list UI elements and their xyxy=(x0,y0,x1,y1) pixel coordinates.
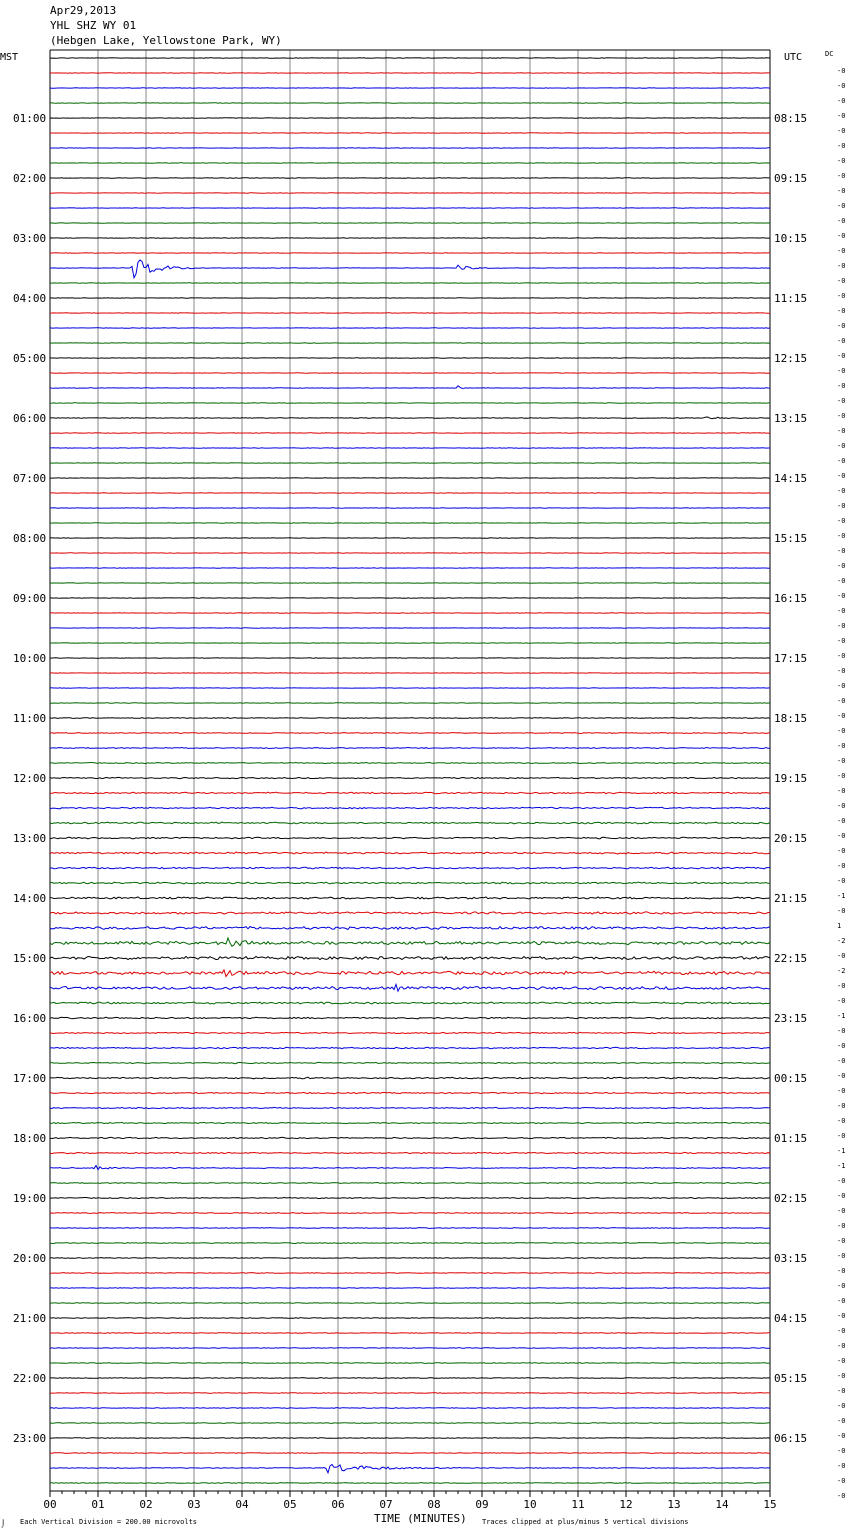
dc-offset-label: -0 xyxy=(837,1297,846,1305)
dc-offset-label: -0 xyxy=(837,1237,846,1245)
utc-label: UTC xyxy=(784,52,803,63)
dc-offset-label: -0 xyxy=(837,982,846,990)
dc-offset-label: 1 xyxy=(837,922,842,930)
x-axis-title: TIME (MINUTES) xyxy=(374,1512,467,1525)
trace-row xyxy=(50,970,770,977)
trace-row xyxy=(50,1393,770,1394)
mst-hour-label: 19:00 xyxy=(13,1192,47,1205)
dc-offset-label: -2 xyxy=(837,937,846,945)
dc-offset-label: -0 xyxy=(837,82,846,90)
dc-offset-label: -0 xyxy=(837,592,846,600)
dc-offset-label: -0 xyxy=(837,382,846,390)
mst-hour-label: 14:00 xyxy=(13,892,47,905)
dc-offset-label: -0 xyxy=(837,337,846,345)
corner-mark: ⌡ xyxy=(1,1520,6,1528)
dc-offset-label: -0 xyxy=(837,1417,846,1425)
dc-offset-label: -0 xyxy=(837,307,846,315)
dc-offset-label: -0 xyxy=(837,1447,846,1455)
dc-offset-label: -0 xyxy=(837,802,846,810)
trace-row xyxy=(50,897,770,899)
dc-offset-label: -1 xyxy=(837,1012,846,1020)
mst-hour-label: 02:00 xyxy=(13,172,47,185)
trace-row xyxy=(50,733,770,734)
header-station: YHL SHZ WY 01 xyxy=(50,19,137,32)
scale-note: Each Vertical Division = 200.00 microvolts xyxy=(20,1518,198,1526)
trace-row xyxy=(50,1288,770,1289)
mst-hour-label: 21:00 xyxy=(13,1312,47,1325)
dc-offset-label: -0 xyxy=(837,487,846,495)
dc-offset-label: -0 xyxy=(837,247,846,255)
dc-offset-label: -0 xyxy=(837,1282,846,1290)
mst-hour-label: 13:00 xyxy=(13,832,47,845)
dc-offset-label: -0 xyxy=(837,142,846,150)
trace-row xyxy=(50,1408,770,1409)
trace-row xyxy=(50,882,770,884)
x-tick-label: 06 xyxy=(331,1498,345,1511)
dc-offset-label: -0 xyxy=(837,502,846,510)
trace-row xyxy=(50,1453,770,1454)
dc-offset-label: -0 xyxy=(837,607,846,615)
trace-row xyxy=(50,984,770,991)
trace-row xyxy=(50,867,770,869)
dc-offset-label: -0 xyxy=(837,682,846,690)
dc-offset-label: -0 xyxy=(837,847,846,855)
x-tick-label: 07 xyxy=(379,1498,393,1511)
trace-row xyxy=(50,956,770,959)
dc-offset-label: -0 xyxy=(837,97,846,105)
utc-hour-label: 02:15 xyxy=(774,1192,808,1205)
utc-hour-label: 12:15 xyxy=(774,352,808,365)
trace-row xyxy=(50,792,770,794)
dc-offset-label: -0 xyxy=(837,157,846,165)
trace-row xyxy=(50,1183,770,1184)
mst-hour-label: 08:00 xyxy=(13,532,47,545)
utc-hour-label: 08:15 xyxy=(774,112,808,125)
mst-hour-label: 11:00 xyxy=(13,712,47,725)
trace-row xyxy=(50,1228,770,1229)
trace-row xyxy=(50,1378,770,1379)
dc-offset-label: -0 xyxy=(837,787,846,795)
trace-row xyxy=(50,417,770,419)
dc-offset-label: -0 xyxy=(837,577,846,585)
utc-hour-label: 01:15 xyxy=(774,1132,808,1145)
trace-row xyxy=(50,1166,770,1170)
dc-offset-label: -0 xyxy=(837,277,846,285)
dc-offset-label: -0 xyxy=(837,217,846,225)
trace-row xyxy=(50,1062,770,1063)
x-tick-label: 09 xyxy=(475,1498,489,1511)
dc-offset-labels xyxy=(837,67,845,1500)
trace-row xyxy=(50,807,770,809)
trace-row xyxy=(50,1017,770,1019)
utc-hour-label: 17:15 xyxy=(774,652,808,665)
dc-offset-label: -0 xyxy=(837,817,846,825)
dc-offset-label: -0 xyxy=(837,727,846,735)
trace-row xyxy=(50,703,770,704)
trace-row xyxy=(50,777,770,778)
utc-hour-label: 22:15 xyxy=(774,952,808,965)
dc-offset-label: -1 xyxy=(837,892,846,900)
trace-row xyxy=(50,748,770,749)
trace-row xyxy=(50,1243,770,1244)
dc-offset-label: -0 xyxy=(837,1477,846,1485)
clip-note: Traces clipped at plus/minus 5 vertical divisions xyxy=(482,1518,689,1526)
mst-hour-label: 17:00 xyxy=(13,1072,47,1085)
dc-offset-label: -0 xyxy=(837,652,846,660)
mst-hour-label: 06:00 xyxy=(13,412,47,425)
mst-hour-label: 12:00 xyxy=(13,772,47,785)
dc-offset-label: -0 xyxy=(837,742,846,750)
dc-offset-label: -0 xyxy=(837,877,846,885)
dc-offset-label: -0 xyxy=(837,1342,846,1350)
dc-offset-label: -0 xyxy=(837,172,846,180)
mst-hour-label: 18:00 xyxy=(13,1132,47,1145)
trace-row xyxy=(50,1047,770,1048)
mst-hour-label: 03:00 xyxy=(13,232,47,245)
mst-label: MST xyxy=(0,52,19,63)
mst-hour-label: 16:00 xyxy=(13,1012,47,1025)
utc-hour-label: 14:15 xyxy=(774,472,808,485)
utc-hour-label: 11:15 xyxy=(774,292,808,305)
trace-row xyxy=(50,1032,770,1033)
dc-offset-label: -0 xyxy=(837,1252,846,1260)
dc-offset-label: -0 xyxy=(837,1117,846,1125)
dc-offset-label: -0 xyxy=(837,997,846,1005)
dc-offset-label: -0 xyxy=(837,397,846,405)
dc-offset-label: -0 xyxy=(837,1267,846,1275)
dc-offset-label: -0 xyxy=(837,1432,846,1440)
dc-offset-label: -1 xyxy=(837,1162,846,1170)
dc-offset-label: -0 xyxy=(837,352,846,360)
dc-offset-label: -0 xyxy=(837,952,846,960)
dc-offset-label: -0 xyxy=(837,1372,846,1380)
mst-hour-label: 22:00 xyxy=(13,1372,47,1385)
dc-offset-label: -0 xyxy=(837,562,846,570)
dc-offset-label: -0 xyxy=(837,1087,846,1095)
trace-row xyxy=(50,927,770,930)
trace-row xyxy=(50,1107,770,1108)
dc-offset-label: -0 xyxy=(837,67,846,75)
trace-row xyxy=(50,837,770,839)
x-tick-label: 14 xyxy=(715,1498,729,1511)
dc-offset-label: -0 xyxy=(837,322,846,330)
dc-offset-label: -1 xyxy=(837,1147,846,1155)
trace-row xyxy=(50,718,770,719)
utc-hour-label: 21:15 xyxy=(774,892,808,905)
trace-row xyxy=(50,1137,770,1138)
dc-offset-label: -0 xyxy=(837,112,846,120)
dc-offset-label: -0 xyxy=(837,1192,846,1200)
dc-offset-label: -0 xyxy=(837,1042,846,1050)
dc-offset-label: -0 xyxy=(837,697,846,705)
utc-hour-label: 13:15 xyxy=(774,412,808,425)
mst-hour-label: 04:00 xyxy=(13,292,47,305)
trace-row xyxy=(50,1483,770,1484)
x-axis xyxy=(43,1491,776,1511)
dc-offset-label: -0 xyxy=(837,1072,846,1080)
dc-offset-label: -0 xyxy=(837,1312,846,1320)
dc-offset-label: -0 xyxy=(837,1207,846,1215)
trace-row xyxy=(50,1438,770,1439)
dc-offset-label: -0 xyxy=(837,442,846,450)
dc-offset-label: -0 xyxy=(837,772,846,780)
header-date: Apr29,2013 xyxy=(50,4,117,17)
utc-hour-label: 04:15 xyxy=(774,1312,808,1325)
dc-offset-label: -0 xyxy=(837,712,846,720)
trace-row xyxy=(50,1465,770,1473)
seismic-traces xyxy=(50,58,770,1484)
utc-hour-label: 20:15 xyxy=(774,832,808,845)
dc-offset-label: -0 xyxy=(837,1492,846,1500)
mst-hour-label: 20:00 xyxy=(13,1252,47,1265)
trace-row xyxy=(50,1303,770,1304)
dc-offset-label: -0 xyxy=(837,427,846,435)
x-tick-label: 02 xyxy=(139,1498,153,1511)
dc-offset-label: -0 xyxy=(837,1102,846,1110)
trace-row xyxy=(50,1152,770,1153)
trace-row xyxy=(50,386,770,389)
dc-offset-label: -0 xyxy=(837,202,846,210)
mst-hour-label: 10:00 xyxy=(13,652,47,665)
dc-offset-label: -0 xyxy=(837,472,846,480)
dc-offset-label: -0 xyxy=(837,1357,846,1365)
x-tick-label: 01 xyxy=(91,1498,105,1511)
dc-offset-label: -0 xyxy=(837,1462,846,1470)
trace-row xyxy=(50,448,770,449)
utc-hour-label: 03:15 xyxy=(774,1252,808,1265)
trace-row xyxy=(50,253,770,254)
trace-row xyxy=(50,1363,770,1364)
utc-hour-label: 05:15 xyxy=(774,1372,808,1385)
trace-row xyxy=(50,238,770,239)
dc-offset-label: -0 xyxy=(837,1027,846,1035)
trace-row xyxy=(50,1122,770,1123)
dc-offset-label: -0 xyxy=(837,637,846,645)
dc-offset-label: -0 xyxy=(837,517,846,525)
dc-offset-label: -0 xyxy=(837,622,846,630)
trace-row xyxy=(50,58,770,59)
dc-offset-label: -0 xyxy=(837,412,846,420)
dc-offset-label: -0 xyxy=(837,757,846,765)
dc-offset-label: -0 xyxy=(837,1387,846,1395)
utc-hour-label: 15:15 xyxy=(774,532,808,545)
utc-hour-label: 23:15 xyxy=(774,1012,808,1025)
trace-row xyxy=(50,763,770,764)
x-tick-label: 15 xyxy=(763,1498,777,1511)
dc-offset-label: -0 xyxy=(837,232,846,240)
trace-row xyxy=(50,1198,770,1199)
dc-offset-label: -0 xyxy=(837,1327,846,1335)
mst-hour-labels xyxy=(13,112,46,1445)
mst-hour-label: 23:00 xyxy=(13,1432,47,1445)
dc-offset-label: -0 xyxy=(837,1132,846,1140)
dc-offset-label: -0 xyxy=(837,832,846,840)
trace-row xyxy=(50,1318,770,1319)
trace-row xyxy=(50,1213,770,1214)
mst-hour-label: 05:00 xyxy=(13,352,47,365)
trace-row xyxy=(50,912,770,914)
dc-offset-label: -0 xyxy=(837,262,846,270)
trace-row xyxy=(50,433,770,434)
utc-hour-label: 09:15 xyxy=(774,172,808,185)
trace-row xyxy=(50,852,770,854)
dc-offset-label: -0 xyxy=(837,1057,846,1065)
trace-row xyxy=(50,358,770,359)
trace-row xyxy=(50,1348,770,1349)
dc-label: DC xyxy=(825,50,834,58)
trace-row xyxy=(50,1077,770,1079)
utc-hour-label: 18:15 xyxy=(774,712,808,725)
trace-row xyxy=(50,1258,770,1259)
trace-row xyxy=(50,1092,770,1093)
trace-row xyxy=(50,1423,770,1424)
dc-offset-label: -0 xyxy=(837,907,846,915)
x-tick-label: 10 xyxy=(523,1498,537,1511)
mst-hour-label: 09:00 xyxy=(13,592,47,605)
x-tick-label: 00 xyxy=(43,1498,57,1511)
utc-hour-label: 00:15 xyxy=(774,1072,808,1085)
x-tick-label: 03 xyxy=(187,1498,201,1511)
utc-hour-labels xyxy=(774,112,807,1445)
x-tick-label: 13 xyxy=(667,1498,681,1511)
mst-hour-label: 15:00 xyxy=(13,952,47,965)
trace-row xyxy=(50,178,770,179)
dc-offset-label: -0 xyxy=(837,127,846,135)
mst-hour-label: 01:00 xyxy=(13,112,47,125)
dc-offset-label: -0 xyxy=(837,532,846,540)
trace-row xyxy=(50,822,770,824)
x-tick-label: 11 xyxy=(571,1498,585,1511)
trace-row xyxy=(50,1273,770,1274)
utc-hour-label: 16:15 xyxy=(774,592,808,605)
utc-hour-label: 19:15 xyxy=(774,772,808,785)
x-tick-label: 04 xyxy=(235,1498,249,1511)
dc-offset-label: -0 xyxy=(837,367,846,375)
header-location: (Hebgen Lake, Yellowstone Park, WY) xyxy=(50,34,282,47)
trace-row xyxy=(50,1333,770,1334)
dc-offset-label: -0 xyxy=(837,862,846,870)
x-tick-label: 08 xyxy=(427,1498,441,1511)
dc-offset-label: -0 xyxy=(837,667,846,675)
dc-offset-label: -0 xyxy=(837,457,846,465)
trace-row xyxy=(50,938,770,946)
x-tick-label: 12 xyxy=(619,1498,633,1511)
trace-row xyxy=(50,260,770,278)
x-tick-label: 05 xyxy=(283,1498,297,1511)
trace-row xyxy=(50,1002,770,1004)
dc-offset-label: -0 xyxy=(837,292,846,300)
dc-offset-label: -0 xyxy=(837,1222,846,1230)
dc-offset-label: -0 xyxy=(837,547,846,555)
utc-hour-label: 10:15 xyxy=(774,232,808,245)
dc-offset-label: -0 xyxy=(837,1177,846,1185)
dc-offset-label: -0 xyxy=(837,1402,846,1410)
utc-hour-label: 06:15 xyxy=(774,1432,808,1445)
time-grid xyxy=(50,50,770,1491)
dc-offset-label: -2 xyxy=(837,967,846,975)
mst-hour-label: 07:00 xyxy=(13,472,47,485)
dc-offset-label: -0 xyxy=(837,187,846,195)
